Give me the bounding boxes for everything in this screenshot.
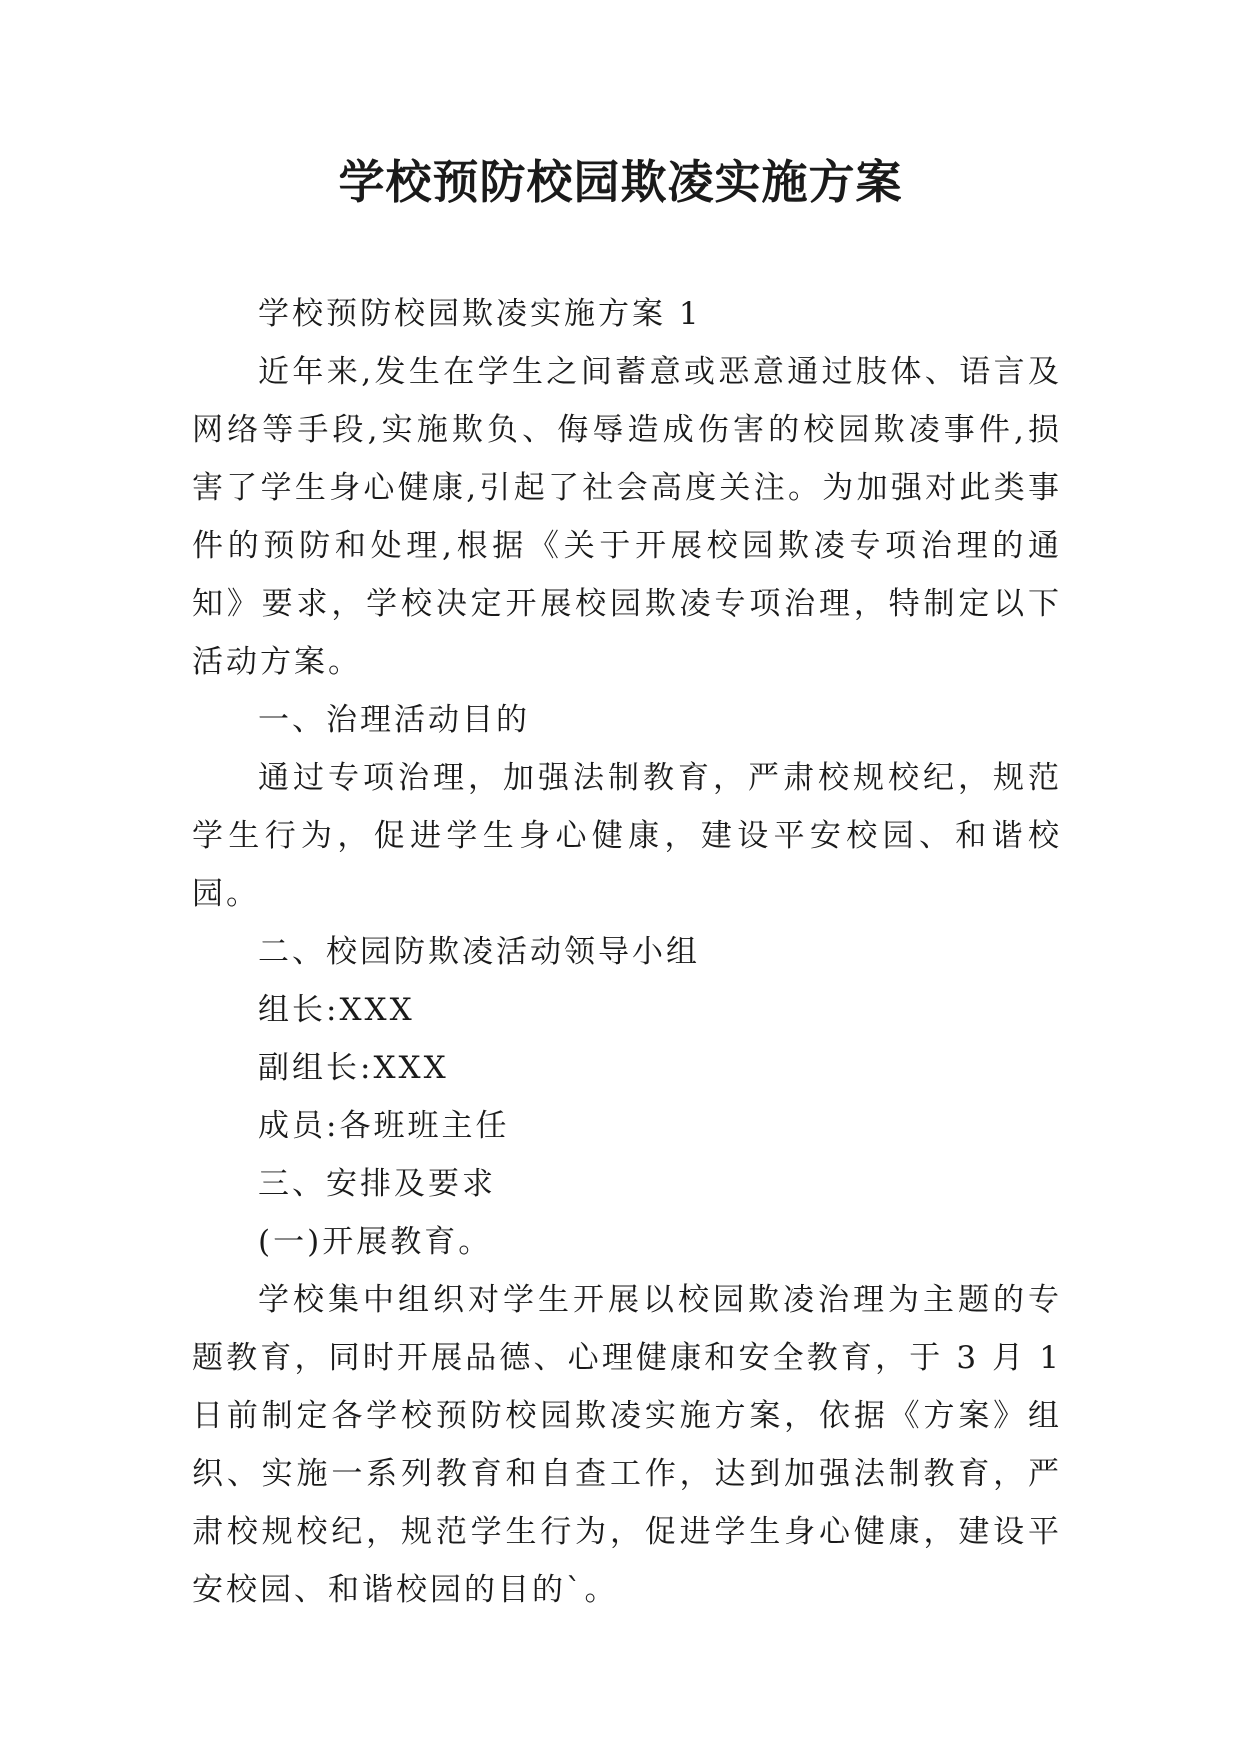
deputy-group-leader: 副组长:XXX bbox=[258, 1050, 449, 1086]
intro-paragraph: 近年来,发生在学生之间蓄意或恶意通过肢体、语言及网络等手段,实施欺负、侮辱造成伤害的校园欺凌事件,损害了学生身心健康,引起了社会高度关注。为加强对此类事件的预防和处理,根据《关于开展校园欺凌专项治理的通知》要求，学校决定开展校园欺凌专项治理，特制定以下活动方案。 bbox=[192, 354, 1062, 680]
heading-arrangements: 三、安排及要求 bbox=[258, 1166, 496, 1202]
group-leader: 组长:XXX bbox=[258, 992, 415, 1028]
document-body bbox=[192, 285, 1062, 1619]
heading-leadership-group: 二、校园防欺凌活动领导小组 bbox=[258, 934, 700, 970]
group-members: 成员:各班班主任 bbox=[258, 1108, 510, 1144]
purpose-paragraph: 通过专项治理，加强法制教育，严肃校规校纪，规范学生行为，促进学生身心健康，建设平安校园、和谐校园。 bbox=[192, 760, 1062, 912]
section-heading: 学校预防校园欺凌实施方案 1 bbox=[258, 296, 702, 332]
education-paragraph: 学校集中组织对学生开展以校园欺凌治理为主题的专题教育，同时开展品德、心理健康和安全教育，于 3 月 1 日前制定各学校预防校园欺凌实施方案，依据《方案》组织、实施一系列教育和自查工作，达到加强法制教育，严肃校规校纪，规范学生行为，促进学生身心健康，建设平安校园、和谐校园的目的`。 bbox=[192, 1282, 1062, 1608]
heading-purpose: 一、治理活动目的 bbox=[258, 702, 530, 738]
subheading-education: (一)开展教育。 bbox=[258, 1224, 493, 1260]
document-title: 学校预防校园欺凌实施方案 bbox=[338, 155, 903, 209]
